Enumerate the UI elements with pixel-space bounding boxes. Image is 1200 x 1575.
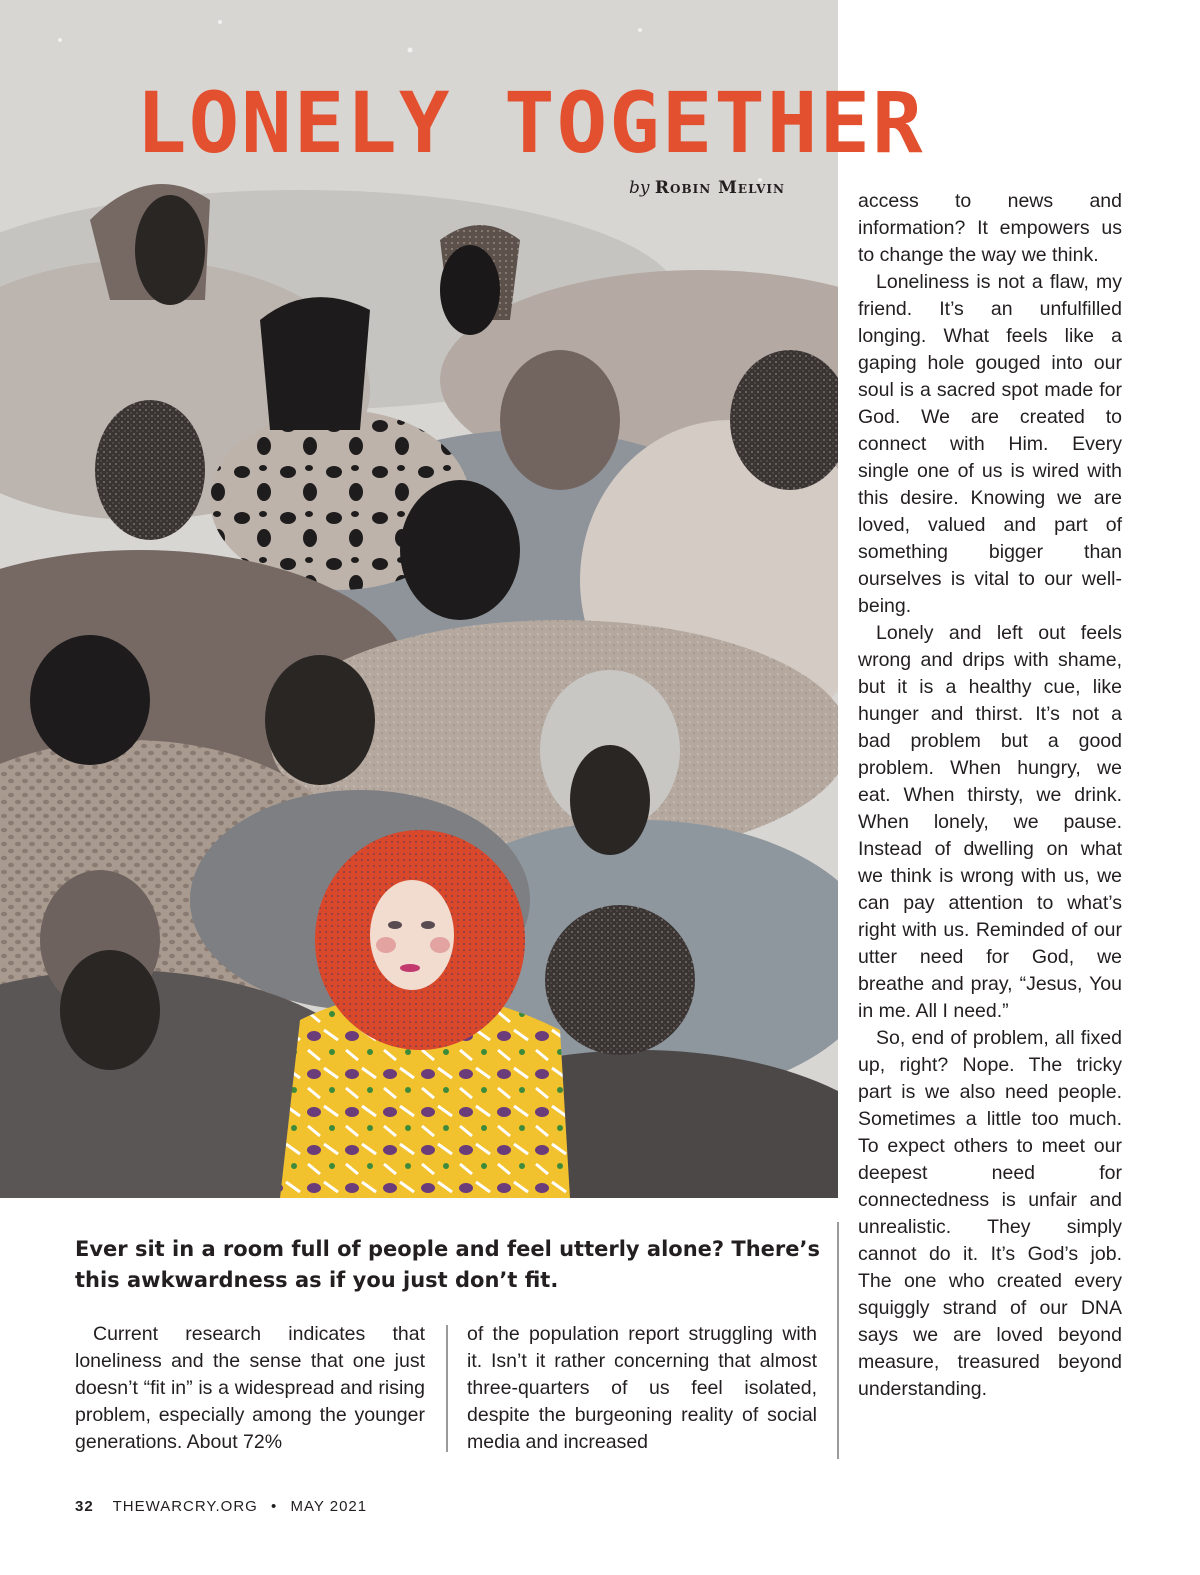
byline-prefix: by (628, 178, 650, 198)
byline (540, 178, 785, 198)
column-divider (837, 1222, 839, 1459)
article-deck: Ever sit in a room full of people and feel utterly alone? There’s this awkwardness as if you just don’t fit. (75, 1237, 820, 1292)
paragraph: Current research indicates that loneliness and the sense that one just doesn’t “fit in” is a widespread and rising problem, especially among the younger generations. About 72% (75, 1323, 425, 1453)
author-name: Robin Melvin (654, 178, 785, 198)
body-column-right (858, 188, 1122, 1403)
article-title: LONELY TOGETHER (136, 74, 925, 172)
body-column-middle (467, 1321, 817, 1456)
paragraph: access to news and information? It empowers us to change the way we think. (858, 190, 1122, 266)
footer-issue: MAY 2021 (290, 1498, 368, 1515)
page-number: 32 (75, 1498, 94, 1515)
body-column-left (75, 1321, 425, 1456)
footer-separator: • (271, 1498, 278, 1515)
page-footer (75, 1498, 367, 1522)
paragraph: So, end of problem, all fixed up, right? Nope. The tricky part is we also need people. Sometimes a little too much. To expect others to meet our deepest need for connectedness is unfair and unrealistic. They simply cannot do it. It’s God’s job. The one who created every squiggly strand of our DNA says we are loved beyond measure, treasured beyond understanding. (858, 1027, 1122, 1400)
paragraph: of the population report struggling with it. Isn’t it rather concerning that almost three-quarters of us feel isolated, despite the burgeoning reality of social media and increased (467, 1323, 817, 1453)
footer-site: THEWARCRY.ORG (112, 1498, 258, 1515)
paragraph: Loneliness is not a flaw, my friend. It’s an unfulfilled longing. What feels like a gaping hole gouged into our soul is a sacred spot made for God. We are created to connect with Him. Every single one of us is wired with this desire. Knowing we are loved, valued and part of something bigger than ourselves is vital to our well-being. (858, 271, 1122, 617)
column-divider (446, 1325, 448, 1452)
paragraph: Lonely and left out feels wrong and drips with shame, but it is a healthy cue, like hunger and thirst. It’s not a bad problem but a good problem. When hungry, we eat. When thirsty, we drink. When lonely, we pause. Instead of dwelling on what we think is wrong with us, we can pay attention to what’s right with us. Reminded of our utter need for God, we breathe and pray, “Jesus, You in me. All I need.” (858, 622, 1122, 1022)
